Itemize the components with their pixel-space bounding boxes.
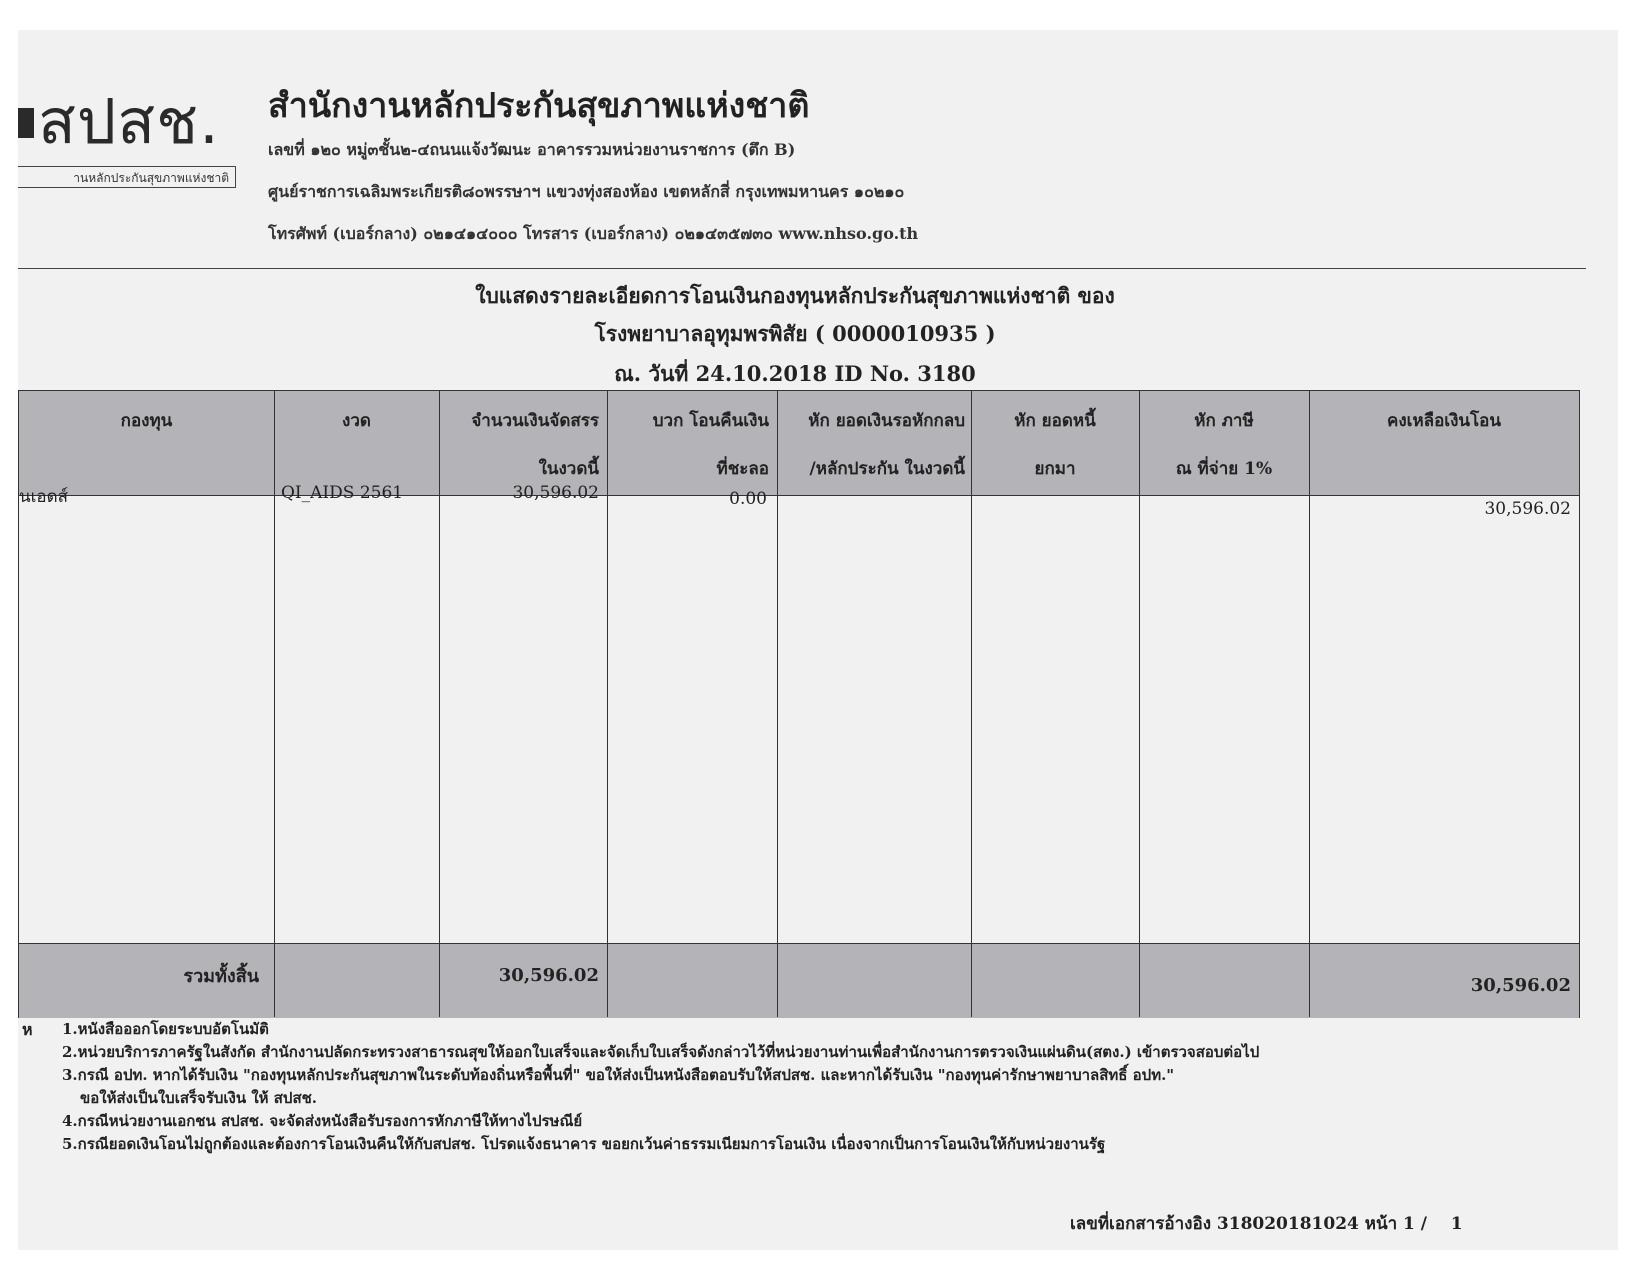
table-row-balance: 30,596.02	[1484, 499, 1571, 519]
organization-name: สำนักงานหลักประกันสุขภาพแห่งชาติ	[268, 86, 810, 126]
table-row-period: QI_AIDS 2561	[281, 483, 404, 503]
address-line-3: โทรศัพท์ (เบอร์กลาง) ๐๒๑๔๑๔๐๐๐ โทรสาร (เบอร์กลาง) ๐๒๑๔๓๕๗๓๐ www.nhso.go.th	[268, 224, 919, 243]
column-header-balance: คงเหลือเงินโอน	[1386, 411, 1501, 431]
column-header-debt: หัก ยอดหนี้ ยกมา	[1014, 411, 1096, 479]
column-header-tax: หัก ภาษี ณ ที่จ่าย 1%	[1175, 411, 1273, 479]
transfer-table	[18, 390, 1580, 1018]
note-item: 4.กรณีหน่วยงานเอกชน สปสช. จะจัดส่งหนังสือรับรองการหักภาษีให้ทางไปรษณีย์	[62, 1112, 583, 1130]
table-row-allocated: 30,596.02	[512, 483, 599, 503]
note-item: 2.หน่วยบริการภาครัฐในสังกัด สำนักงานปลัดกระทรวงสาธารณสุขให้ออกใบเสร็จและจัดเก็บใบเสร็จดังกล่าวไว้ที่หน่วยงานท่านเพื่อสำนักงานการตรวจเงินแผ่นดิน(สตง.) เข้าตรวจสอบต่อไป	[62, 1043, 1260, 1061]
note-item: 3.กรณี อปท. หากได้รับเงิน "กองทุนหลักประกันสุขภาพในระดับท้องถิ่นหรือพื้นที่" ขอให้ส่งเป็นหนังสือตอบรับให้สปสช. และหากได้รับเงิน "กองทุนค่ารักษาพยาบาลสิทธิ์ อปท."	[62, 1066, 1175, 1084]
address-line-1: เลขที่ ๑๒๐ หมู่๓ชั้น๒-๔ถนนแจ้งวัฒนะ อาคารรวมหน่วยงานราชการ (ตึก B)	[268, 140, 796, 159]
document-reference: เลขที่เอกสารอ้างอิง 318020181024 หน้า 1 / 1	[1070, 1214, 1463, 1234]
column-header-pending-deduction: หัก ยอดเงินรอหักกลบ /หลักประกัน ในงวดนี้	[808, 411, 965, 479]
column-header-period: งวด	[342, 411, 371, 431]
note-item: ขอให้ส่งเป็นใบเสร็จรับเงิน ให้ สปสช.	[80, 1089, 318, 1107]
header-divider	[18, 268, 1586, 269]
hospital-name: โรงพยาบาลอุทุมพรพิสัย ( 0000010935 )	[594, 321, 996, 346]
table-row-returned: 0.00	[729, 489, 767, 509]
document-title: ใบแสดงรายละเอียดการโอนเงินกองทุนหลักประกันสุขภาพแห่งชาติ ของ	[475, 283, 1115, 308]
logo-subtitle: านหลักประกันสุขภาพแห่งชาติ	[18, 166, 236, 188]
notes-list	[62, 1018, 1259, 1156]
total-balance: 30,596.02	[1470, 975, 1571, 996]
column-header-allocated: จำนวนเงินจัดสรร ในงวดนี้	[471, 411, 599, 479]
note-item: 5.กรณียอดเงินโอนไม่ถูกต้องและต้องการโอนเงินคืนให้กับสปสช. โปรดแจ้งธนาคาร ขอยกเว้นค่าธรรมเนียมการโอนเงิน เนื่องจากเป็นการโอนเงินให้กับหน่วยงานรัฐ	[62, 1135, 1106, 1153]
address-line-2: ศูนย์ราชการเฉลิมพระเกียรติ๘๐พรรษาฯ แขวงทุ่งสองห้อง เขตหลักสี่ กรุงเทพมหานคร ๑๐๒๑๐	[268, 182, 905, 201]
document-date: ณ. วันที่ 24.10.2018 ID No. 3180	[614, 361, 976, 386]
note-item: 1.หนังสือออกโดยระบบอัตโนมัติ	[62, 1020, 269, 1038]
total-allocated: 30,596.02	[498, 965, 599, 986]
column-header-fund: กองทุน	[120, 411, 173, 431]
nhso-logo	[18, 82, 236, 192]
table-row-fund: นเอดส์	[19, 487, 69, 507]
notes-mark: ห	[22, 1020, 33, 1039]
total-label: รวมทั้งสิ้น	[183, 966, 259, 987]
column-header-returned: บวก โอนคืนเงิน ที่ชะลอ	[652, 411, 769, 479]
logo-text: สปสช.	[38, 85, 220, 158]
